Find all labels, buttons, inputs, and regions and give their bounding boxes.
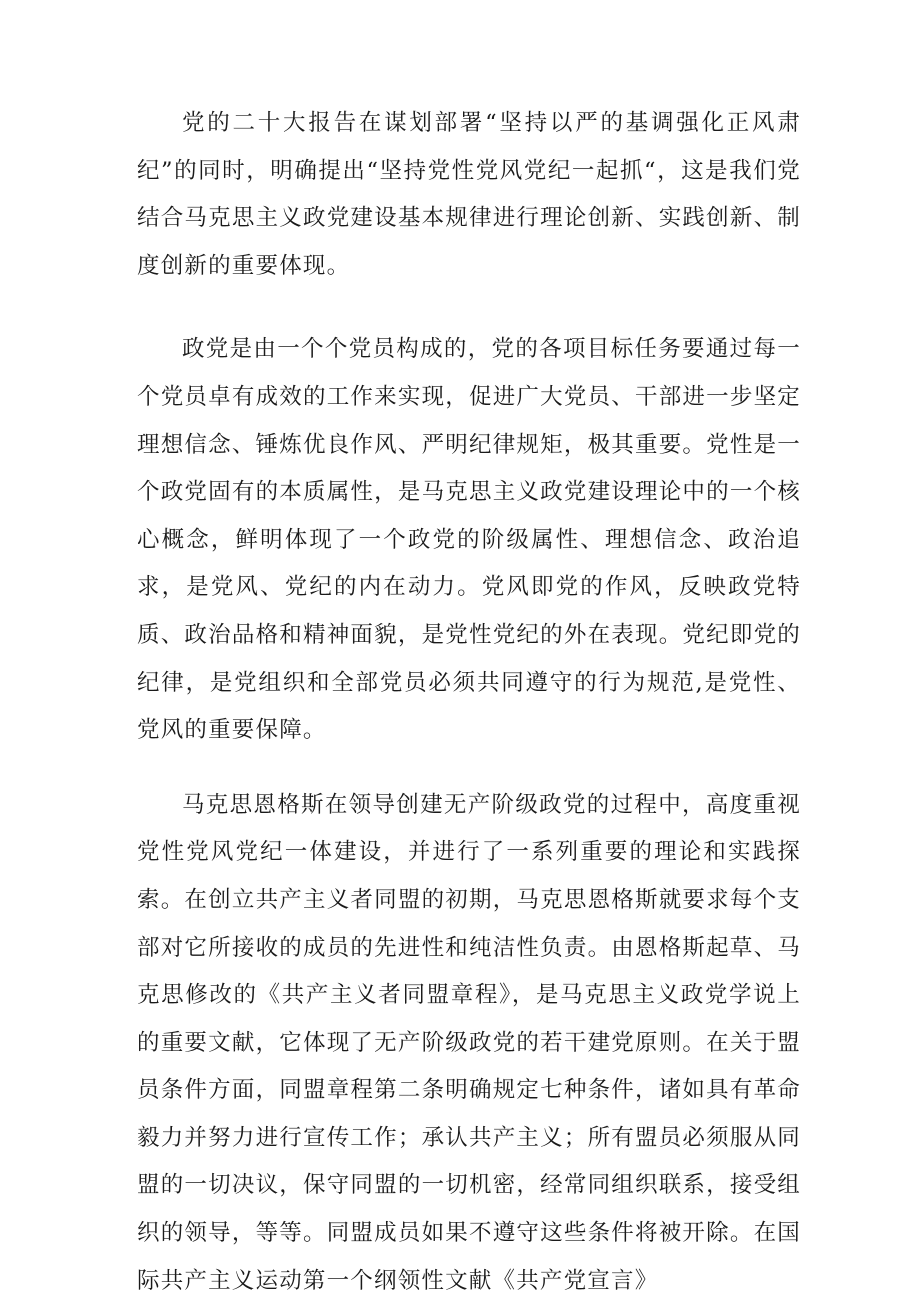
paragraph-3: 马克思恩格斯在领导创建无产阶级政党的过程中，高度重视党性党风党纪一体建设，并进行了一系列重要的理论和实践探索。在创立共产主义者同盟的初期，马克思恩格斯就要求每个支部对它所接收的成员的先进性和纯洁性负责。由恩格斯起草、马克思修改的《共产主义者同盟章程》，是马克思主义政党学说上的重要文献，它体现了无产阶级政党的若干建党原则。在关于盟员条件方面，同盟章程第二条明确规定七种条件，诸如具有革命毅力并努力进行宣传工作；承认共产主义；所有盟员必须服从同盟的一切决议，保守同盟的一切机密，经常同组织联系，接受组织的领导，等等。同盟成员如果不遵守这些条件将被开除。在国际共产主义运动第一个纲领性文献《共产党宣言》: [137, 791, 801, 1294]
paragraph-2: 政党是由一个个党员构成的，党的各项目标任务要通过每一个党员卓有成效的工作来实现，促进广大党员、干部进一步坚定理想信念、锤炼优良作风、严明纪律规矩，极其重要。党性是一个政党固有的本质属性，是马克思主义政党建设理论中的一个核心概念，鲜明体现了一个政党的阶级属性、理想信念、政治追求，是党风、党纪的内在动力。党风即党的作风，反映政党特质、政治品格和精神面貌，是党性党纪的外在表现。党纪即党的纪律，是党组织和全部党员必须共同遵守的行为规范,是党性、党风的重要保障。: [137, 336, 801, 744]
document-body: [137, 100, 801, 1305]
paragraph-1: 党的二十大报告在谋划部署“坚持以严的基调强化正风肃纪”的同时，明确提出“坚持党性党风党纪一起抓“，这是我们党结合马克思主义政党建设基本规律进行理论创新、实践创新、制度创新的重要体现。: [137, 110, 801, 279]
